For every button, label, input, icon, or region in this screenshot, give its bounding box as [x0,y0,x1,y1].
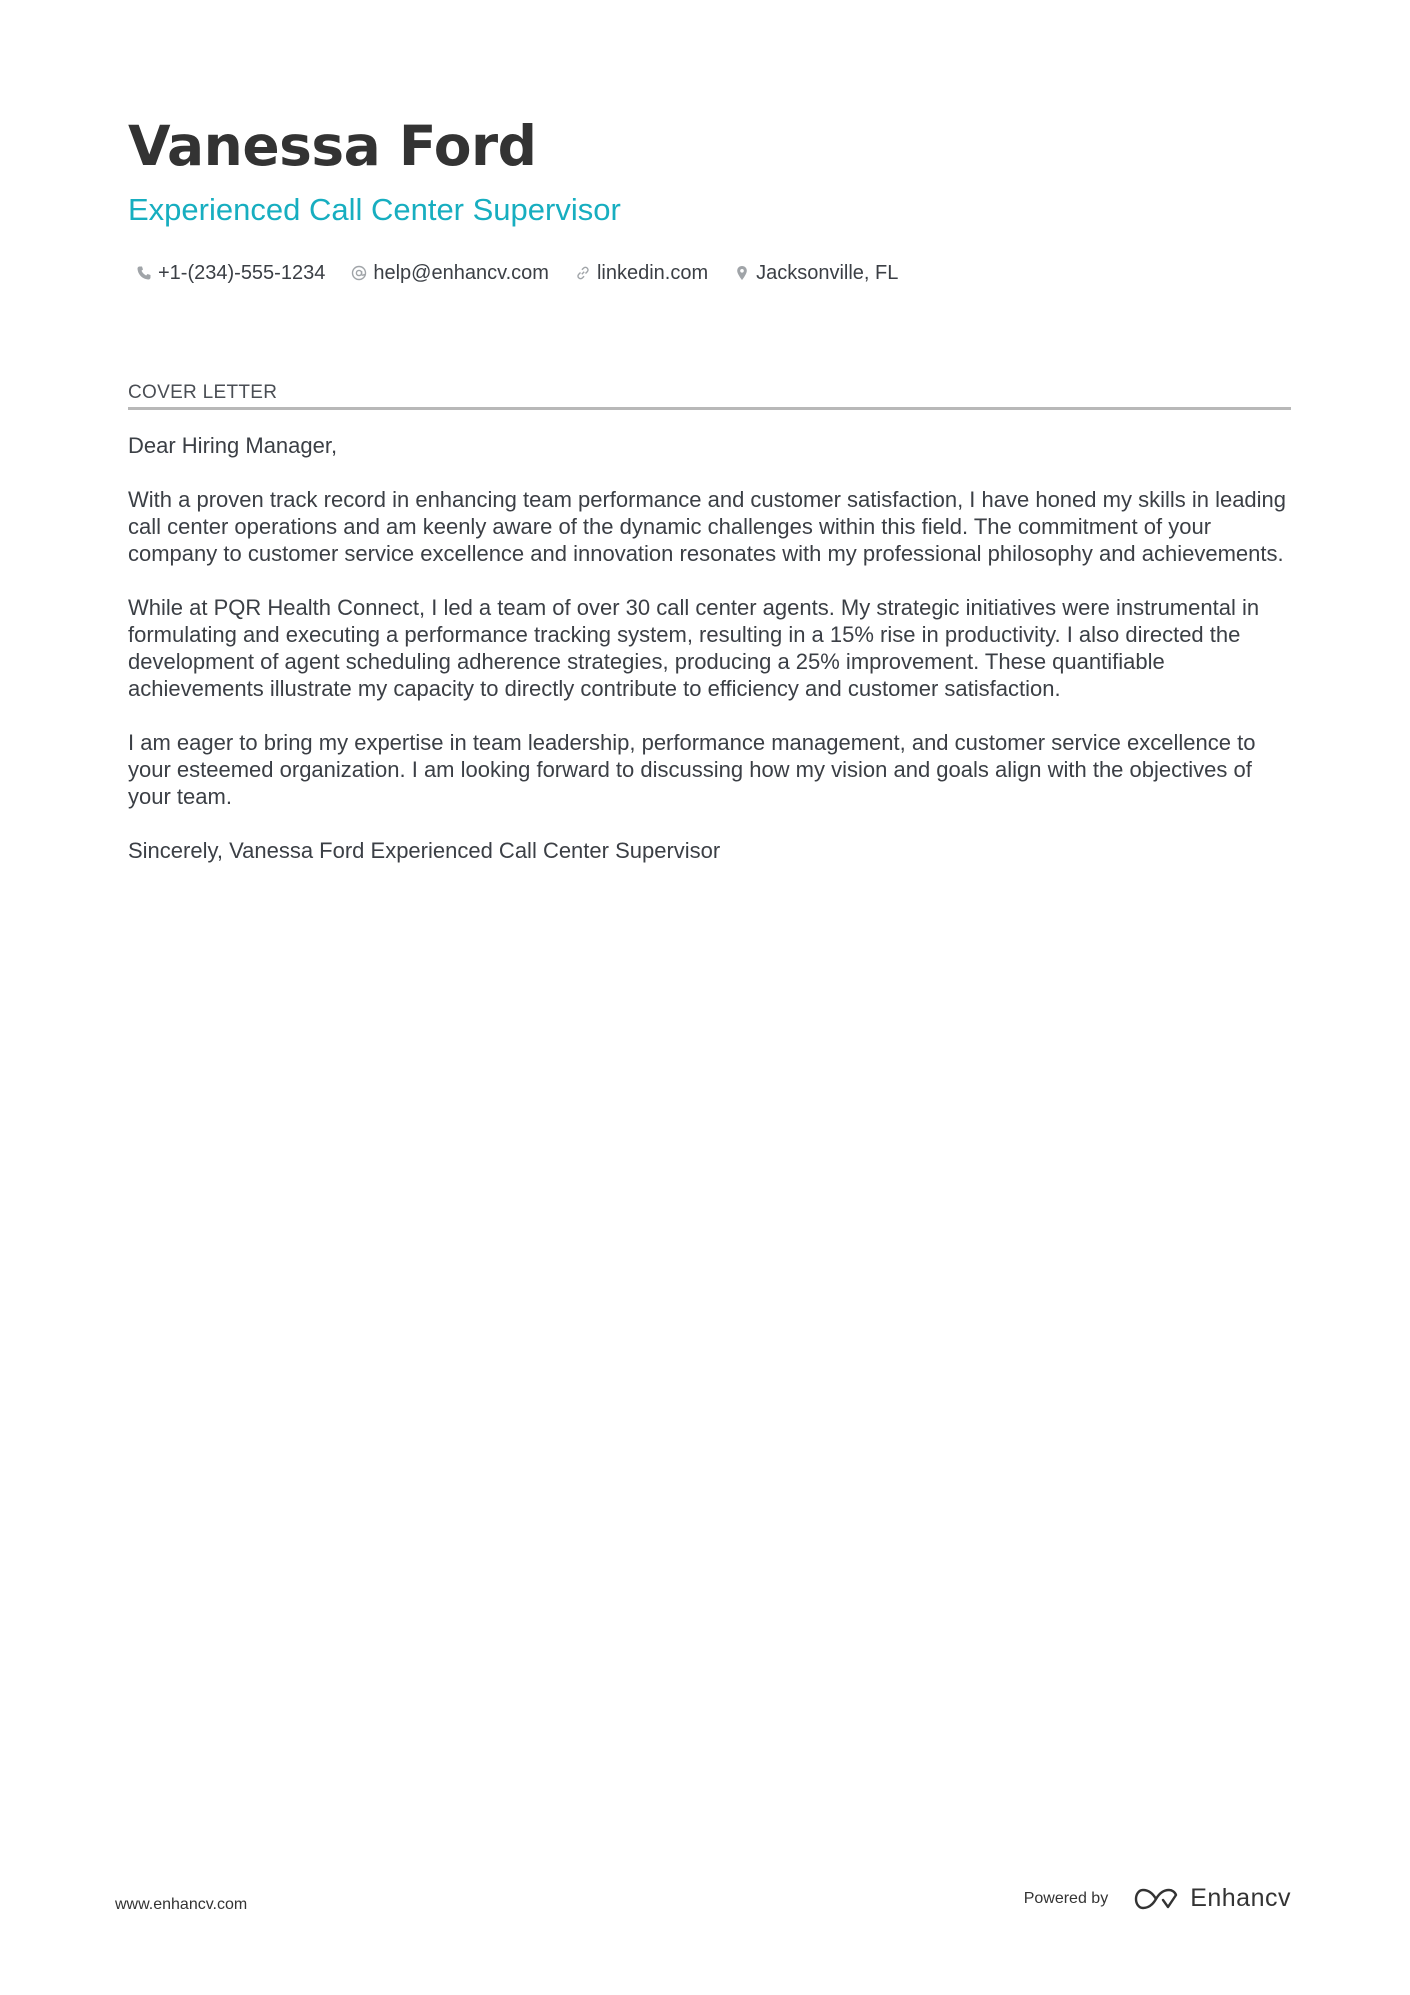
enhancv-logo-icon [1134,1885,1178,1913]
powered-by-label: Powered by [1023,1889,1109,1907]
letter-body [128,432,1291,864]
letter-paragraph: I am eager to bring my expertise in team leadership, performance management, and customer service excellence to your esteemed organization. I am looking forward to discussing how my vision and goals align with the objectives of your team. [128,730,1256,809]
brand-name[interactable]: Enhancv [1190,1884,1291,1912]
cover-letter-page [128,110,1291,891]
at-icon [351,265,367,281]
candidate-name: Vanessa Ford [128,114,537,178]
footer-website[interactable]: www.enhancv.com [115,1896,248,1913]
phone-text: +1-(234)-555-1234 [158,261,326,284]
section-title-cover-letter: COVER LETTER [128,382,1291,410]
contact-phone[interactable] [136,262,325,285]
link-icon [575,265,591,281]
letter-paragraph: While at PQR Health Connect, I led a team of over 30 call center agents. My strategic initiatives were instrumental in formulating and executing a performance tracking system, resulting in a 15% rise in productivity. I also directed the development of agent scheduling adherence strategies, producing a 25% improvement. These quantifiable achievements illustrate my capacity to directly contribute to efficiency and customer satisfaction. [128,595,1260,701]
phone-icon [136,265,152,281]
footer-branding [1024,1884,1291,1913]
contact-email[interactable] [351,262,549,285]
contact-linkedin[interactable] [575,262,708,285]
linkedin-text: linkedin.com [596,261,709,284]
contact-bar [136,258,1291,288]
contact-location [734,262,898,285]
letter-closing: Sincerely, Vanessa Ford Experienced Call Center Supervisor [128,838,721,863]
email-text: help@enhancv.com [373,261,549,284]
location-text: Jacksonville, FL [756,261,899,284]
letter-paragraph: With a proven track record in enhancing team performance and customer satisfaction, I have honed my skills in leading call center operations and am keenly aware of the dynamic challenges within this field. The commitment of your company to customer service excellence and innovation resonates with my professional philosophy and achievements. [128,487,1287,566]
letter-greeting: Dear Hiring Manager, [128,433,338,458]
candidate-title: Experienced Call Center Supervisor [128,192,621,227]
location-pin-icon [734,265,750,281]
